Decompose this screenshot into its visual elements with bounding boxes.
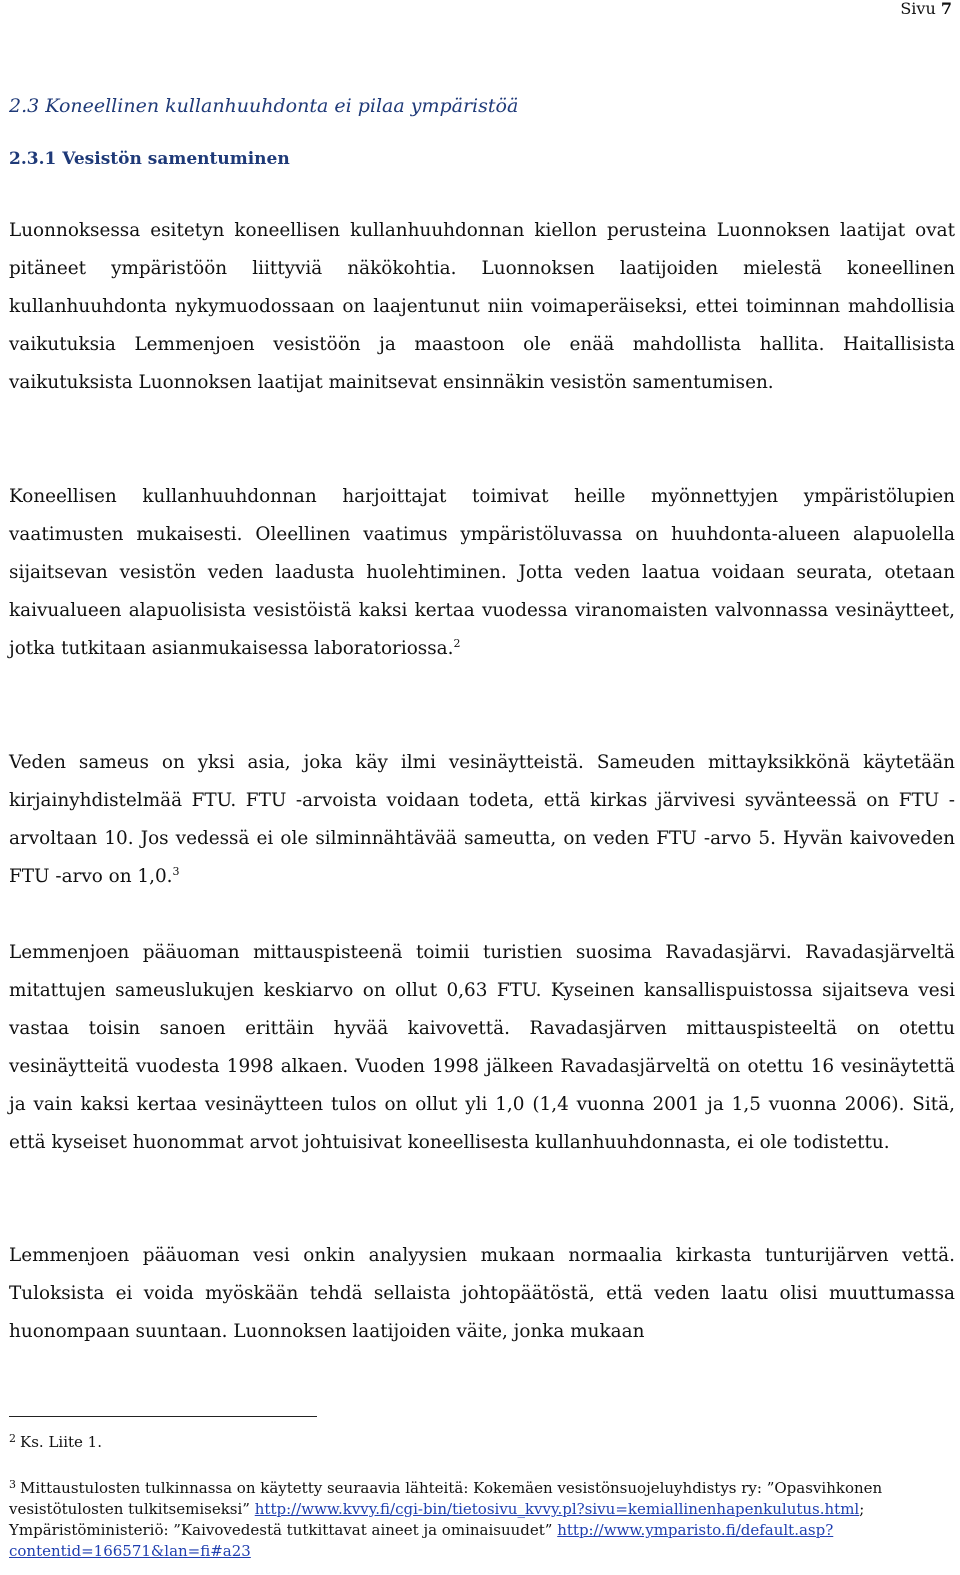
footnote-2-text: Ks. Liite 1. <box>20 1433 102 1451</box>
paragraph-4: Lemmenjoen pääuoman mittauspisteenä toimii turistien suosima Ravadasjärvi. Ravadasjärveltä mitattujen sameuslukujen keskiarvo on ollut 0,63 FTU. Kyseinen kansallispuistossa sijaitseva vesi vastaa toisin sanoen erittäin hyvää kaivovettä. Ravadasjärven mittauspisteeltä on otettu vesinäytteitä vuodesta 1998 alkaen. Vuoden 1998 jälkeen Ravadasjärveltä on otettu 16 vesinäytettä ja vain kaksi kertaa vesinäytteen tulos on ollut yli 1,0 (1,4 vuonna 2001 ja 1,5 vuonna 2006). Sitä, että kyseiset huonommat arvot johtuisivat koneellisesta kullanhuuhdonnasta, ei ole todistettu. <box>9 942 955 1153</box>
footnote-2 <box>9 1432 955 1453</box>
footnote-3-text-b: ; Ympäristöministeriö: ”Kaivovedestä tutkittavat aineet ja ominaisuudet” <box>9 1500 865 1539</box>
section-heading: 2.3 Koneellinen kullanhuuhdonta ei pilaa ympäristöä <box>9 95 519 117</box>
footnote-3 <box>9 1478 955 1562</box>
paragraph-3-text: Veden sameus on yksi asia, joka käy ilmi vesinäytteistä. Sameuden mittayksikkönä käytetään kirjainyhdistelmää FTU. FTU -arvoista voidaan todeta, että kirkas järvivesi syvänteessä on FTU -arvoltaan 10. Jos vedessä ei ole silminnähtävää sameutta, on veden FTU -arvo 5. Hyvän kaivoveden FTU -arvo on 1,0. <box>9 752 955 887</box>
page-number <box>900 0 952 18</box>
footnote-2-mark: 2 <box>9 1432 16 1445</box>
paragraph-1: Luonnoksessa esitetyn koneellisen kullanhuuhdonnan kiellon perusteina Luonnoksen laatijat ovat pitäneet ympäristöön liittyviä näkökohtia. Luonnoksen laatijoiden mielestä koneellinen kullanhuuhdonta nykymuodossaan on laajentunut niin voimaperäiseksi, ettei toiminnan mahdollisia vaikutuksia Lemmenjoen vesistöön ja maastoon ole enää mahdollista hallita. Haitallisista vaikutuksista Luonnoksen laatijat mainitsevat ensinnäkin vesistön samentumisen. <box>9 220 955 393</box>
paragraph-2-text: Koneellisen kullanhuuhdonnan harjoittajat toimivat heille myönnettyjen ympäristölupien vaatimusten mukaisesti. Oleellinen vaatimus ympäristöluvassa on huuhdonta-alueen alapuolella sijaitsevan vesistön veden laadusta huolehtiminen. Jotta veden laatua voidaan seurata, otetaan kaivualueen alapuolisista vesistöistä kaksi kertaa vuodessa viranomaisten valvonnassa vesinäytteet, jotka tutkitaan asianmukaisessa laboratoriossa. <box>9 486 955 659</box>
footnote-3-mark: 3 <box>9 1478 16 1491</box>
paragraph-5: Lemmenjoen pääuoman vesi onkin analyysien mukaan normaalia kirkasta tunturijärven vettä. Tuloksista ei voida myöskään tehdä sellaista johtopäätöstä, että veden laatu olisi muuttumassa huonompaan suuntaan. Luonnoksen laatijoiden väite, jonka mukaan <box>9 1245 955 1342</box>
footnote-3-text-a: Mittaustulosten tulkinnassa on käytetty seuraavia lähteitä: Kokemäen vesistönsuojeluyhdistys ry: ”Opasvihkonen vesistötulosten tulkitsemiseksi” <box>9 1479 883 1518</box>
footnote-ref-2[interactable]: 2 <box>453 637 461 650</box>
footnote-separator <box>9 1416 317 1417</box>
paragraph-2 <box>9 478 955 668</box>
footnote-ref-3[interactable]: 3 <box>172 865 180 878</box>
page-label: Sivu <box>900 0 936 18</box>
subsection-heading: 2.3.1 Vesistön samentuminen <box>9 149 290 169</box>
paragraph-3 <box>9 744 955 896</box>
kvvy-link[interactable]: http://www.kvvy.fi/cgi-bin/tietosivu_kvvy.pl?sivu=kemiallinenhapenkulutus.html <box>254 1500 860 1518</box>
ymparisto-link[interactable]: http://www.ymparisto.fi/default.asp?contentid=166571&lan=fi#a23 <box>9 1521 834 1560</box>
page-number-value: 7 <box>940 0 952 18</box>
